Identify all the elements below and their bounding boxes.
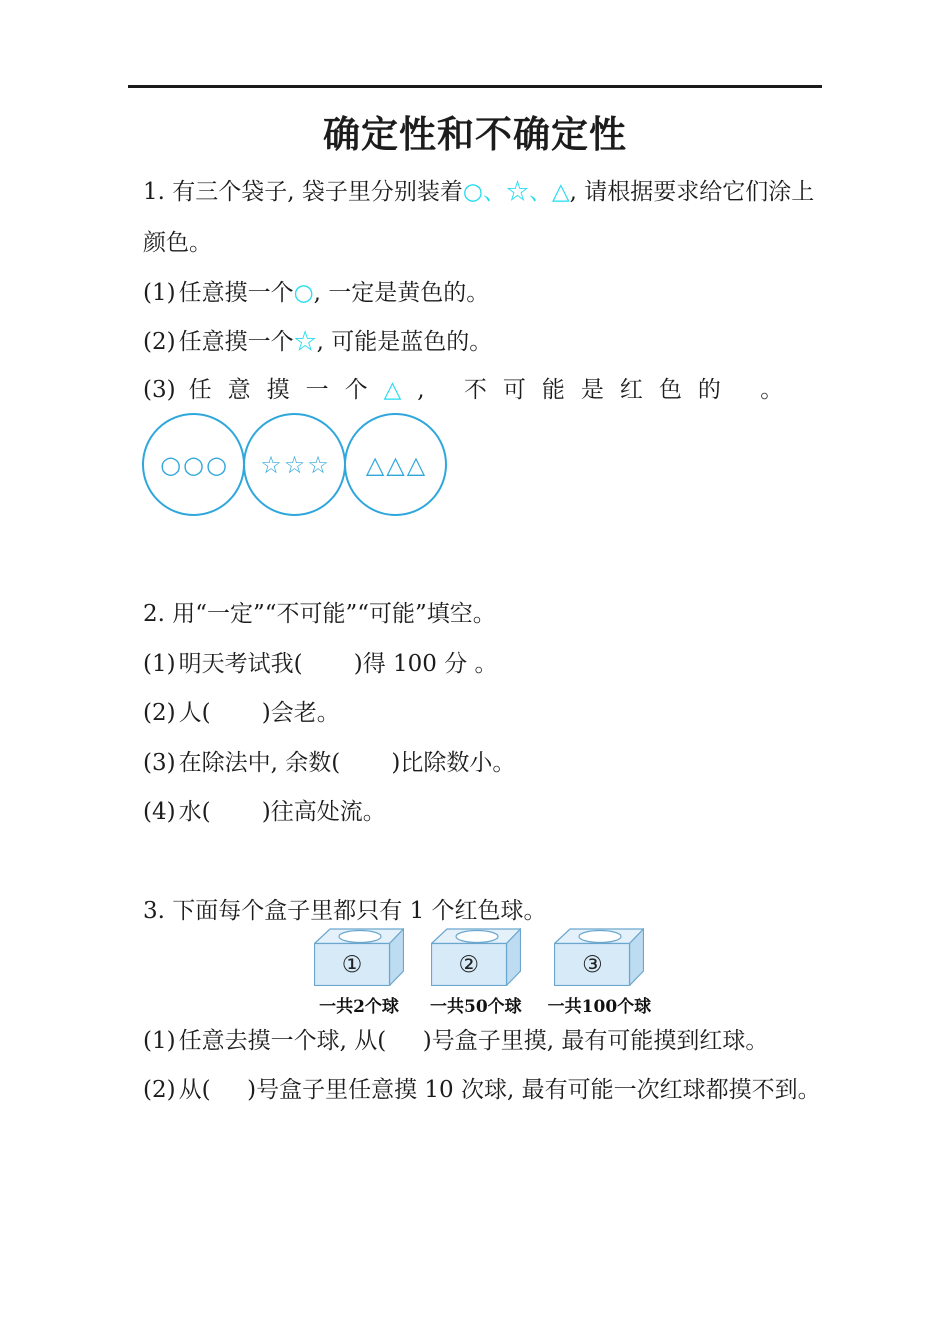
bag-circle-1 (142, 413, 245, 516)
q2-item-3 (143, 749, 833, 777)
item-marker: (3) (143, 377, 176, 403)
item-marker: (1) (143, 651, 176, 677)
q1-intro-suffix: , 请根据要求给它们涂上 (569, 179, 815, 205)
page-title: 确定性和不确定性 (323, 112, 627, 156)
q1-item-3 (143, 376, 833, 404)
bag-circles-contents: ○○○ (160, 450, 229, 479)
item-marker: (2) (143, 1077, 176, 1103)
bag-triangles-contents: △△△ (365, 450, 428, 479)
ball-box-2 (430, 928, 522, 1017)
ball-box-3 (548, 928, 652, 1017)
blank-fill-text: 明天考试我( )得 100 分 。 (178, 651, 498, 677)
bag-circle-3 (344, 413, 447, 516)
top-rule-divider (128, 85, 822, 88)
item-marker: (1) (143, 1028, 176, 1054)
blank-fill-text: 在除法中, 余数( )比除数小。 (178, 750, 516, 776)
q1-item-1 (143, 279, 833, 307)
q3-item-1 (143, 1027, 833, 1055)
q3-item-2 (143, 1076, 833, 1104)
box-hole (456, 931, 498, 943)
item-text: 任意摸一个 (188, 377, 384, 403)
ball-box-icon (431, 928, 521, 986)
q2-item-4 (143, 798, 833, 826)
box-caption: 一共2个球 (319, 997, 399, 1017)
box-number-label: ① (341, 952, 363, 978)
item-marker: (2) (143, 329, 176, 355)
ball-box-icon (554, 928, 644, 986)
q1-intro-prefix: 1. 有三个袋子, 袋子里分别装着 (143, 179, 463, 205)
blank-fill-text: 任意去摸一个球, 从( )号盒子里摸, 最有可能摸到红球。 (178, 1028, 769, 1054)
box-caption: 一共100个球 (547, 997, 652, 1017)
q2-item-1 (143, 650, 833, 678)
q1-intro-line1 (143, 178, 833, 206)
circle-shape-inline: ○ (293, 280, 314, 306)
box-hole (339, 931, 381, 943)
item-marker: (1) (143, 280, 176, 306)
q1-inline-shapes: ○、☆、△ (462, 179, 570, 205)
blank-fill-text: 从( )号盒子里任意摸 10 次球, 最有可能一次红球都摸不到。 (178, 1077, 821, 1103)
bags-diagram (142, 413, 447, 516)
bag-stars-contents: ☆☆☆ (260, 450, 331, 479)
box-number-label: ③ (582, 952, 603, 978)
bag-circle-2 (243, 413, 346, 516)
item-text: , 一定是黄色的。 (313, 280, 490, 306)
item-marker: (3) (143, 750, 176, 776)
item-text: , 不可能是红色的 。 (417, 377, 800, 403)
blank-fill-text: 水( )往高处流。 (178, 799, 386, 825)
item-marker: (4) (143, 799, 176, 825)
q1-item-2 (143, 328, 833, 356)
q2-heading: 2. 用“一定”“不可能”“可能”填空。 (143, 601, 496, 627)
box-caption: 一共50个球 (430, 997, 522, 1017)
item-text: 任意摸一个 (178, 280, 294, 306)
q3-heading: 3. 下面每个盒子里都只有 1 个红色球。 (143, 898, 547, 924)
star-shape-inline: ☆ (293, 329, 317, 355)
boxes-diagram (314, 928, 651, 1017)
item-text: 任意摸一个 (178, 329, 294, 355)
item-marker: (2) (143, 700, 176, 726)
item-text: , 可能是蓝色的。 (316, 329, 493, 355)
ball-box-icon (314, 928, 404, 986)
blank-fill-text: 人( )会老。 (178, 700, 340, 726)
box-number-label: ② (458, 952, 480, 978)
q1-item3-spaced-text (179, 377, 800, 403)
ball-box-1 (314, 928, 404, 1017)
triangle-shape-inline: △ (383, 377, 418, 403)
q1-intro-line2: 颜色。 (143, 230, 212, 256)
box-hole (579, 931, 621, 943)
q2-item-2 (143, 699, 833, 727)
